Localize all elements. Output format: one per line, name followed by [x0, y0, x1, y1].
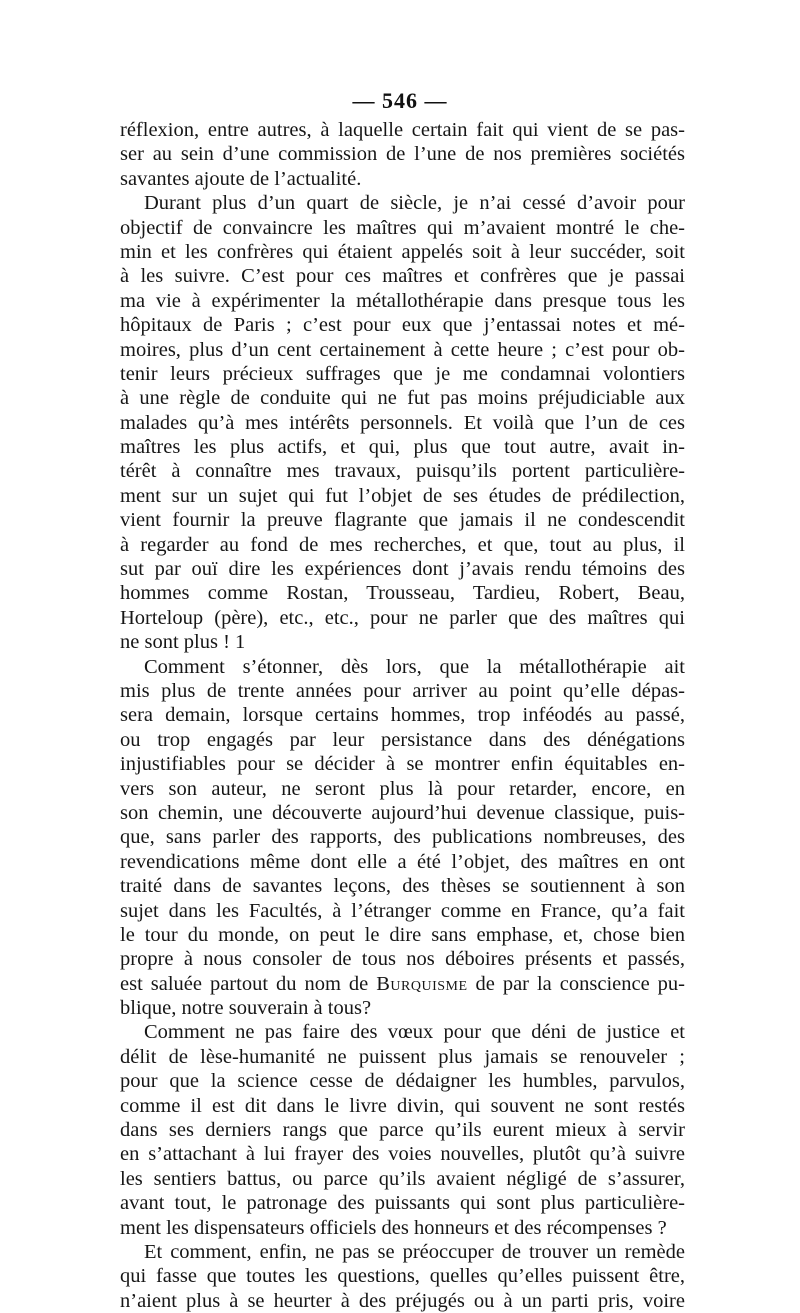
text-line: sera demain, lorsque certains hommes, trop inféodés au passé, [120, 704, 685, 727]
text-line: Comment ne pas faire des vœux pour que déni de justice et [144, 1021, 685, 1044]
text-line: dans ses derniers rangs que parce qu’ils eurent mieux à servir [120, 1119, 685, 1142]
text-line: mis plus de trente années pour arriver au point qu’elle dépas- [120, 679, 685, 702]
text-line: en s’attachant à lui frayer des voies nouvelles, plutôt qu’à suivre [120, 1143, 685, 1166]
text-line: est saluée partout du nom de Burquisme de par la conscience pu- [120, 972, 685, 995]
text-line: à regarder au fond de mes recherches, et que, tout au plus, il [120, 533, 685, 556]
text-line: vers son auteur, ne seront plus là pour retarder, encore, en [120, 777, 685, 800]
text-line: hommes comme Rostan, Trousseau, Tardieu, Robert, Beau, [120, 582, 685, 605]
text-line: maîtres les plus actifs, et qui, plus que tout autre, avait in- [120, 436, 685, 459]
text-line: térêt à connaître mes travaux, puisqu’ils portent particulière- [120, 460, 685, 483]
text-line: Horteloup (père), etc., etc., pour ne parler que des maîtres qui [120, 606, 685, 629]
paragraph [120, 191, 685, 654]
text-line: tenir leurs précieux suffrages que je me condamnai volontiers [120, 362, 685, 385]
text-line: ment sur un sujet qui fut l’objet de ses études de prédilection, [120, 484, 685, 507]
paragraph [120, 1240, 685, 1313]
text-line: Et comment, enfin, ne pas se préoccuper de trouver un remède [144, 1240, 685, 1263]
body-text [120, 118, 685, 1313]
text-line: délit de lèse-humanité ne puissent plus jamais se renouveler ; [120, 1045, 685, 1068]
text-line: ne sont plus ! 1 [120, 631, 246, 654]
text-line: à une règle de conduite qui ne fut pas moins préjudiciable aux [120, 387, 685, 410]
text-line: avant tout, le patronage des puissants qui sont plus particulière- [120, 1192, 685, 1215]
text-line: malades qu’à mes intérêts personnels. Et voilà que l’un de ces [120, 411, 685, 434]
text-line: le tour du monde, on peut le dire sans emphase, et, chose bien [120, 923, 685, 946]
text-line: ma vie à expérimenter la métallothérapie dans presque tous les [120, 289, 685, 312]
text-line: qui fasse que toutes les questions, quelles qu’elles puissent être, [120, 1265, 685, 1288]
paragraph [120, 118, 685, 191]
text-line: revendications même dont elle a été l’objet, des maîtres en ont [120, 850, 685, 873]
text-line: propre à nous consoler de tous nos déboires présents et passés, [120, 948, 685, 971]
text-line: réflexion, entre autres, à laquelle certain fait qui vient de se pas- [120, 119, 685, 141]
text-line: moires, plus d’un cent certainement à cette heure ; c’est pour ob- [120, 338, 685, 361]
text-line: ou trop engagés par leur persistance dans des dénégations [120, 728, 685, 751]
text-line: son chemin, une découverte aujourd’hui devenue classique, puis- [120, 801, 685, 824]
text-line: traité dans de savantes leçons, des thèses se soutiennent à son [120, 875, 685, 898]
text-line: Durant plus d’un quart de siècle, je n’ai cessé d’avoir pour [144, 192, 685, 215]
text-line: sujet dans les Facultés, à l’étranger comme en France, qu’a fait [120, 899, 685, 922]
text-line: vient fournir la preuve flagrante que jamais il ne condescendit [120, 509, 685, 532]
small-caps-term: Burquisme [376, 972, 468, 995]
text-line: à les suivre. C’est pour ces maîtres et confrères que je passai [120, 265, 685, 288]
text-line: Comment s’étonner, dès lors, que la métallothérapie ait [144, 655, 685, 678]
text-line: blique, notre souverain à tous? [120, 997, 372, 1020]
text-line: pour que la science cesse de dédaigner les humbles, parvulos, [120, 1070, 685, 1093]
paragraph [120, 655, 685, 1021]
text-line: hôpitaux de Paris ; c’est pour eux que j’entassai notes et mé- [120, 314, 685, 337]
paragraph [120, 1020, 685, 1240]
text-line: savantes ajoute de l’actualité. [120, 167, 362, 190]
text-line: ment les dispensateurs officiels des honneurs et des récompenses ? [120, 1216, 667, 1239]
page-number: — 546 — [352, 88, 448, 113]
text-line: comme il est dit dans le livre divin, qui souvent ne sont restés [120, 1094, 685, 1117]
text-line: ser au sein d’une commission de l’une de nos premières sociétés [120, 143, 685, 166]
text-line: min et les confrères qui étaient appelés soit à leur succéder, soit [120, 240, 685, 263]
text-line: que, sans parler des rapports, des publications nombreuses, des [120, 826, 685, 849]
text-line: objectif de convaincre les maîtres qui m’avaient montré le che- [120, 216, 685, 239]
text-line: n’aient plus à se heurter à des préjugés ou à un parti pris, voire [120, 1289, 685, 1312]
text-line: sut par ouï dire les expériences dont j’avais rendu témoins des [120, 558, 685, 581]
text-line: les sentiers battus, ou parce qu’ils avaient négligé de s’assurer, [120, 1167, 685, 1190]
text-line: injustifiables pour se décider à se montrer enfin équitables en- [120, 753, 685, 776]
